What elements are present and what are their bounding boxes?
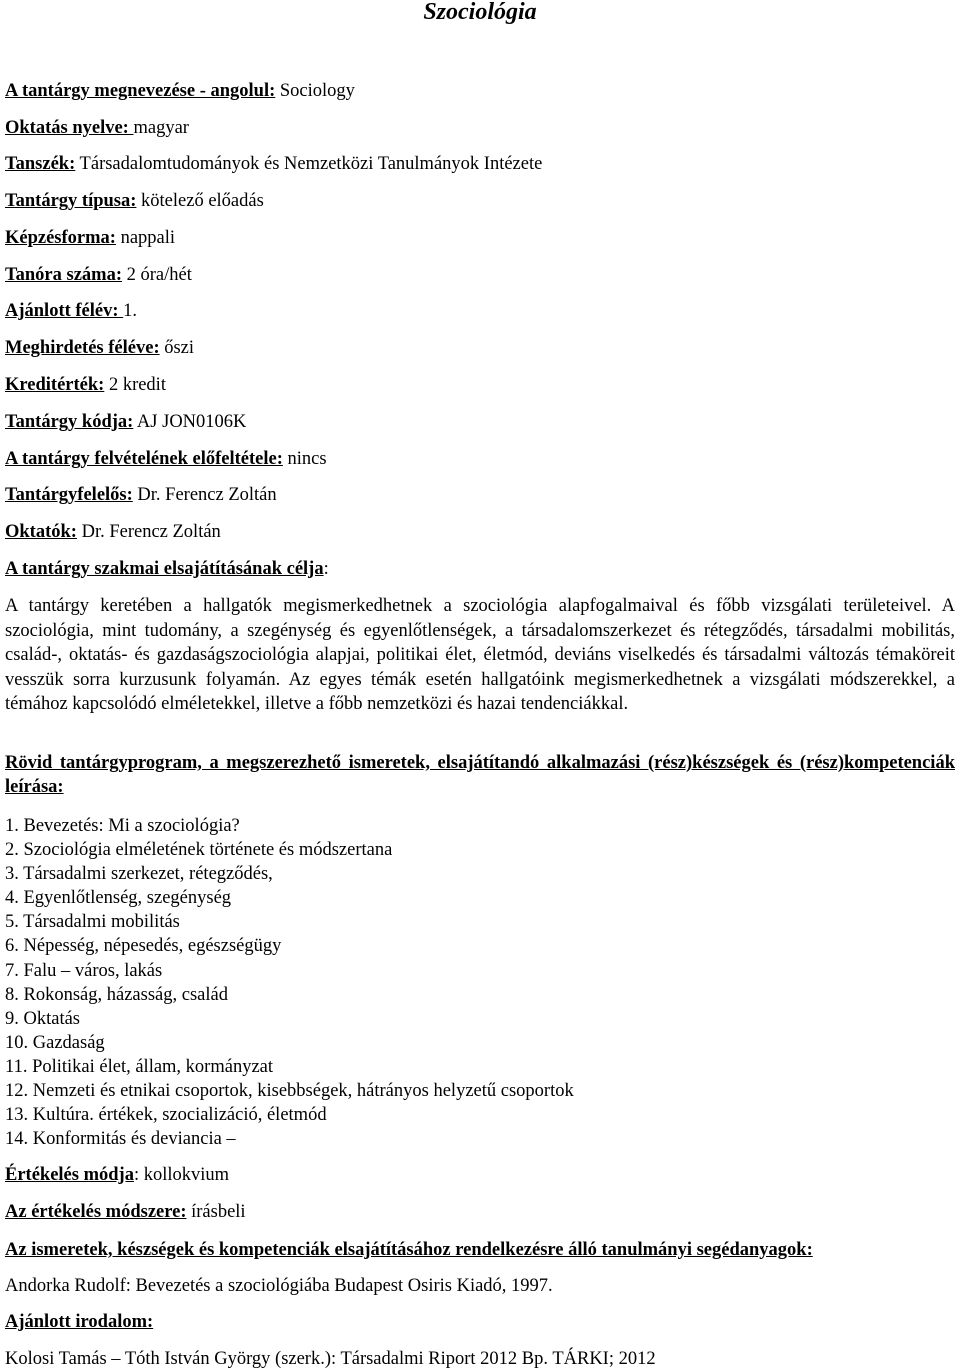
evaluation-type: [5, 1164, 229, 1186]
field-prerequisite: [5, 448, 327, 470]
field-value: 2 óra/hét: [122, 265, 192, 285]
field-value: nappali: [115, 228, 176, 248]
list-item: 7. Falu – város, lakás: [5, 960, 163, 981]
field-value: AJ JON0106K: [133, 412, 247, 432]
field-label: A tantárgy megnevezése - angolul:: [5, 81, 276, 101]
list-item: 6. Népesség, népesedés, egészségügy: [5, 936, 282, 957]
field-value: : kollokvium: [133, 1165, 230, 1185]
field-announced-semester: [5, 337, 194, 359]
field-label: Az ismeretek, készségek és kompetenciák elsajátításához rendelkezésre álló tanulmányi segédanyagok:: [5, 1240, 813, 1260]
list-item: 2. Szociológia elméletének története és módszertana: [5, 840, 393, 861]
field-hours: [5, 264, 192, 286]
field-label: Képzésforma:: [5, 228, 116, 248]
field-value: írásbeli: [186, 1202, 246, 1222]
list-item: 10. Gazdaság: [5, 1032, 105, 1053]
list-item: 1. Bevezetés: Mi a szociológia?: [5, 816, 240, 836]
page-title: Szociológia: [423, 0, 537, 25]
list-item: 14. Konformitás és deviancia –: [5, 1129, 236, 1150]
field-label: Tanszék:: [5, 154, 76, 174]
field-value: Dr. Ferencz Zoltán: [132, 485, 277, 505]
field-course-type: [5, 190, 264, 212]
field-label: Tantárgy típusa:: [5, 191, 137, 211]
field-label: Tanóra száma:: [5, 265, 122, 285]
field-value: őszi: [159, 338, 195, 358]
list-item: 4. Egyenlőtlenség, szegénység: [5, 888, 232, 909]
field-value: nincs: [282, 449, 327, 469]
field-recommended-semester: [5, 300, 137, 322]
list-item: 3. Társadalmi szerkezet, rétegződés,: [5, 864, 273, 885]
field-label: Kreditérték:: [5, 375, 105, 395]
field-label: Ajánlott félév:: [5, 301, 124, 321]
field-value: 1.: [123, 301, 138, 321]
field-label: A tantárgy szakmai elsajátításának célja: [5, 559, 324, 579]
field-value: Társadalomtudományok és Nemzetközi Tanulmányok Intézete: [75, 154, 543, 174]
field-credits: [5, 374, 166, 396]
field-english-name: [5, 80, 355, 102]
field-responsible: [5, 484, 277, 506]
field-value: Sociology: [275, 81, 355, 101]
field-label: Értékelés módja: [5, 1165, 134, 1185]
list-item: 9. Oktatás: [5, 1008, 81, 1029]
field-value: Dr. Ferencz Zoltán: [76, 522, 221, 542]
field-goal-heading: [5, 558, 329, 580]
field-label: Meghirdetés féléve:: [5, 338, 160, 358]
evaluation-method: [5, 1201, 246, 1223]
field-label: Oktatás nyelve:: [5, 118, 134, 138]
field-instructors: [5, 521, 221, 543]
recommended-text: Kolosi Tamás – Tóth István György (szerk.): Társadalmi Riport 2012 Bp. TÁRKI; 2012: [5, 1349, 656, 1369]
field-training-form: [5, 227, 175, 249]
field-label: Oktatók:: [5, 522, 77, 542]
list-item: 12. Nemzeti és etnikai csoportok, kisebbségek, hátrányos helyzetű csoportok: [5, 1081, 574, 1102]
field-label: Az értékelés módszere:: [5, 1202, 187, 1222]
field-language: [5, 117, 189, 139]
list-item: 13. Kultúra. értékek, szocializáció, életmód: [5, 1105, 327, 1126]
field-value: 2 kredit: [104, 375, 166, 395]
field-label: Tantárgyfelelős:: [5, 485, 133, 505]
list-item: 11. Politikai élet, állam, kormányzat: [5, 1056, 274, 1077]
field-label: Ajánlott irodalom:: [5, 1312, 154, 1332]
materials-heading: [5, 1239, 813, 1261]
materials-text: Andorka Rudolf: Bevezetés a szociológiába Budapest Osiris Kiadó, 1997.: [5, 1276, 553, 1296]
field-department: [5, 153, 542, 175]
field-label: A tantárgy felvételének előfeltétele:: [5, 449, 283, 469]
field-value: :: [323, 559, 329, 579]
field-value: magyar: [133, 118, 189, 138]
goal-paragraph: A tantárgy keretében a hallgatók megismerkedhetnek a szociológia alapfogalmaival és főbb vizsgálati területeivel. A szociológia, mint tudomány, a szegénység és egyenlőtlenségek, a társadalomszerkezet és rétegződés, társadalmi mobilitás, család-, oktatás- és gazdaságszociológia alapjai, politikai élet, életmód, deviáns viselkedés és társadalmi változás témaköreit vesszük sorra kurzusunk folyamán. Az egyes témák esetén hallgatóink megismerkedhetnek a vizsgálati módszerekkel, a témához kapcsolódó elméletekkel, illetve a főbb nemzetközi és hazai tendenciákkal.: [5, 596, 955, 714]
program-heading: Rövid tantárgyprogram, a megszerezhető ismeretek, elsajátítandó alkalmazási (rész)készségek és (rész)kompetenciák leírása:: [5, 753, 955, 797]
topic-list: [5, 814, 574, 1151]
field-value: kötelező előadás: [136, 191, 264, 211]
list-item: 5. Társadalmi mobilitás: [5, 912, 180, 933]
field-course-code: [5, 411, 246, 433]
recommended-heading: [5, 1311, 153, 1333]
list-item: 8. Rokonság, házasság, család: [5, 984, 228, 1005]
field-label: Tantárgy kódja:: [5, 412, 134, 432]
